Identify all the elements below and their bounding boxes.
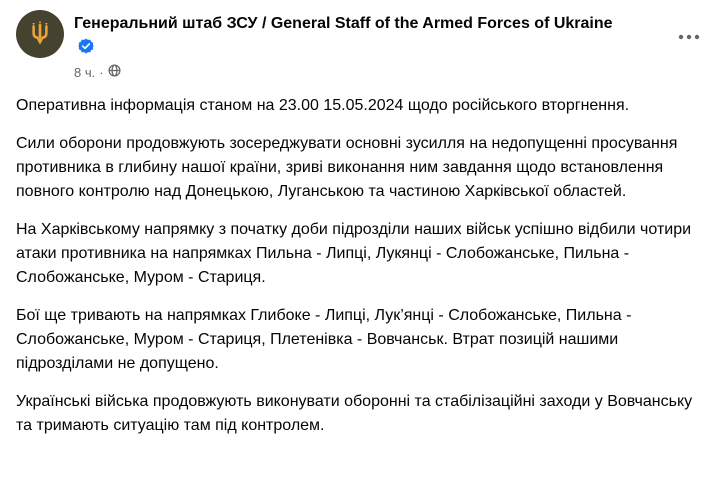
ellipsis-icon: [678, 34, 700, 40]
post-paragraph: Оперативна інформація станом на 23.00 15.05.2024 щодо російського вторгнення.: [16, 97, 630, 114]
meta-separator: ·: [99, 65, 104, 80]
post-timestamp[interactable]: 8 ч.: [74, 65, 96, 80]
post-meta-row: [74, 64, 707, 81]
page-avatar[interactable]: [16, 10, 64, 58]
page-name-text: Генеральний штаб ЗСУ / General Staff of the Armed Forces of Ukraine: [74, 15, 613, 32]
more-options-button[interactable]: [673, 24, 705, 50]
verified-badge-icon: [78, 38, 94, 62]
post-paragraph: Сили оборони продовжують зосереджувати основні зусилля на недопущенні просування противника в глибину нашої країни, зриві виконання ним завдання щодо встановлення повного контролю над Донецькою, Луганською та частиною Харківської областей.: [16, 135, 682, 200]
post-paragraph: На Харківському напрямку з початку доби підрозділи наших військ успішно відбили чотири атаки противника на напрямках Пильна - Липці, Лукянці - Слобожанське, Пильна - Слобожанське, Муром - Стариця.: [16, 221, 696, 286]
trident-emblem-icon: [23, 17, 57, 51]
post-paragraph: Бої ще тривають на напрямках Глибоке - Липці, Лук’янці - Слобожанське, Пильна - Слобожанське, Муром - Стариця, Плетенівка - Вовчанськ. Втрат позицій нашими підрозділами не допущено.: [16, 307, 636, 372]
post-header: [0, 0, 723, 81]
globe-public-icon: [108, 64, 121, 81]
header-info: [74, 10, 707, 81]
post-body: [0, 94, 723, 438]
post-paragraph: Українські війська продовжують виконувати оборонні та стабілізаційні заходи у Вовчанську та тримають ситуацію там під контролем.: [16, 393, 697, 434]
page-name-link[interactable]: [74, 12, 626, 62]
